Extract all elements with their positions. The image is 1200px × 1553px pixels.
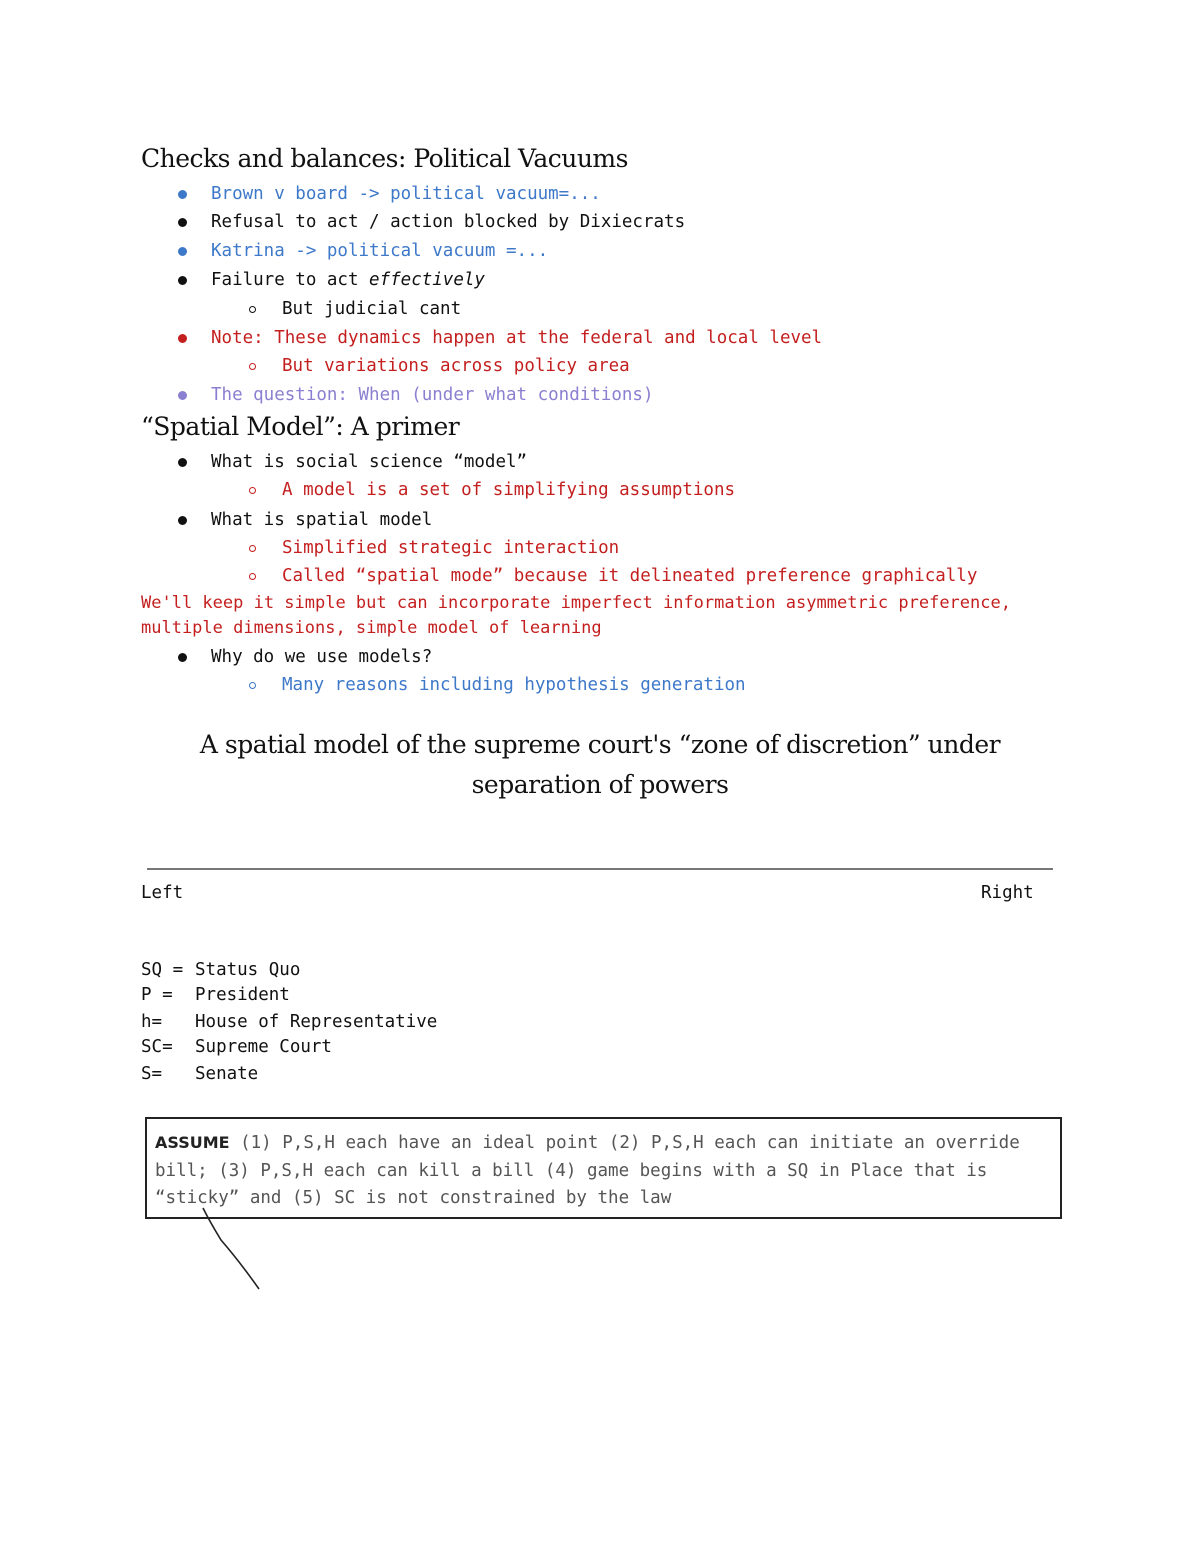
legend-key: h= [141,1012,163,1032]
assumption-line: “sticky” and (5) SC is not constrained by the law [155,1188,672,1208]
note-line: multiple dimensions, simple model of learning [141,618,602,638]
section-heading-checks-balances: Checks and balances: Political Vacuums [141,144,628,173]
page-title: A spatial model of the supreme court's “zone of discretion” under separation of powers [199,730,1001,799]
legend-key: P = [141,985,173,1005]
list-item: The question: When (under what conditions) [211,385,654,405]
list-item: Note: These dynamics happen at the federal and local level [211,328,823,348]
assume-label: ASSUME [155,1133,230,1152]
emphasis-text: effectively [369,270,485,290]
list-item: But judicial cant [282,299,462,319]
legend-value: Supreme Court [195,1037,332,1057]
list-item-text: Failure to act [211,270,370,290]
list-item: Brown v board -> political vacuum=... [211,184,601,204]
legend-value: President [195,985,290,1005]
list-item: Katrina -> political vacuum =... [211,241,549,261]
list-item: A model is a set of simplifying assumptions [282,480,736,500]
list-item: Simplified strategic interaction [282,538,620,558]
pointer-stroke [203,1208,259,1289]
list-item: But variations across policy area [282,356,630,376]
list-item: Why do we use models? [211,647,433,667]
assumption-text: (1) P,S,H each have an ideal point (2) P,S,H each can initiate an override [229,1133,1020,1153]
list-item: What is spatial model [211,510,433,530]
list-item: Called “spatial mode” because it delineated preference graphically [282,566,978,586]
legend-value: Status Quo [195,960,301,980]
legend-value: House of Representative [195,1012,438,1032]
legend-value: Senate [195,1064,259,1084]
axis-right-label: Right [981,883,1034,903]
section-heading-spatial-model: “Spatial Model”: A primer [141,412,460,441]
axis-left-label: Left [141,883,184,903]
assumption-line: bill; (3) P,S,H each can kill a bill (4) game begins with a SQ in Place that is [155,1160,988,1181]
legend-key: S= [141,1064,163,1084]
legend-key: SC= [141,1037,173,1057]
list-item: Many reasons including hypothesis generation [282,675,746,695]
list-item: What is social science “model” [211,452,528,472]
list-item: Refusal to act / action blocked by Dixiecrats [211,212,686,232]
legend-key: SQ = [141,960,184,980]
note-line: We'll keep it simple but can incorporate imperfect information asymmetric preference, [141,593,1011,613]
